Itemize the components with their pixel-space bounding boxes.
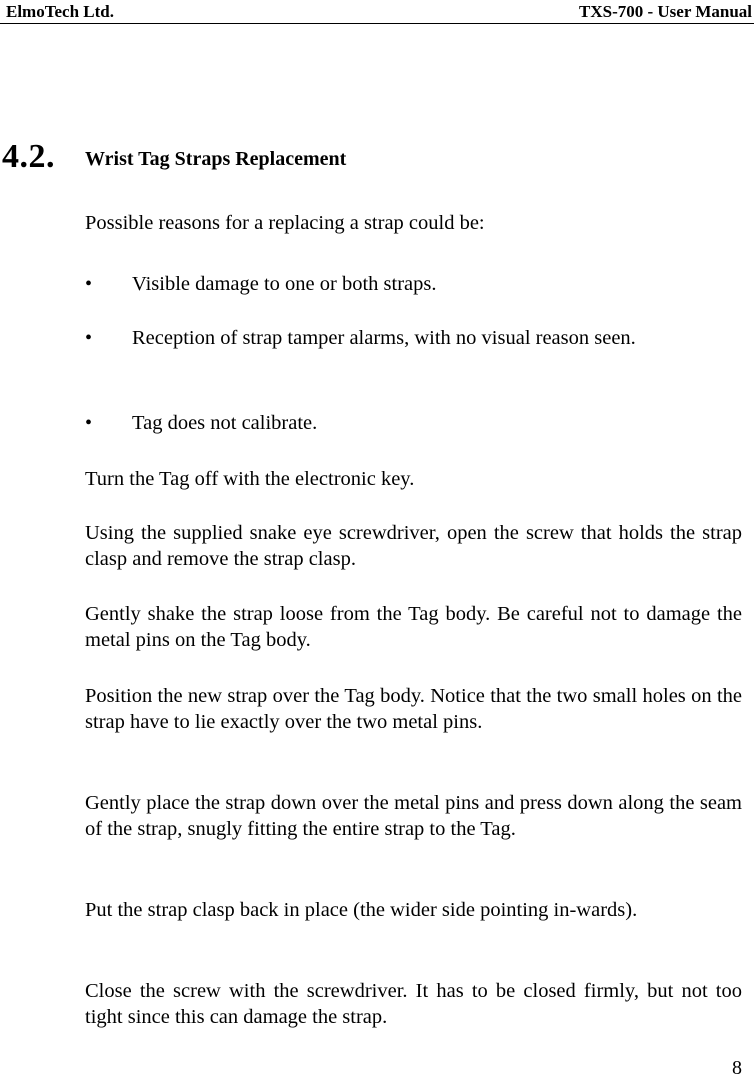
paragraph: Gently shake the strap loose from the Tag body. Be careful not to damage the metal pins on the Tag body. [85, 603, 742, 651]
bullet-text: Visible damage to one or both straps. [132, 273, 437, 295]
company-name: ElmoTech Ltd. [6, 2, 115, 21]
section-title: Wrist Tag Straps Replacement [85, 148, 347, 170]
bullet-icon: • [85, 273, 93, 295]
paragraph: Gently place the strap down over the metal pins and press down along the seam of the strap, snugly fitting the entire strap to the Tag. [85, 792, 742, 840]
paragraph: Turn the Tag off with the electronic key. [85, 468, 415, 490]
paragraph: Close the screw with the screwdriver. It has to be closed firmly, but not too tight since this can damage the strap. [85, 980, 742, 1028]
paragraph: Using the supplied snake eye screwdriver, open the screw that holds the strap clasp and remove the strap clasp. [85, 522, 742, 570]
bullet-text: Reception of strap tamper alarms, with no visual reason seen. [132, 327, 636, 349]
intro-paragraph: Possible reasons for a replacing a strap could be: [85, 212, 485, 234]
paragraph: Put the strap clasp back in place (the wider side pointing in-wards). [85, 899, 638, 921]
page-header [0, 0, 754, 24]
section-number: 4.2. [2, 138, 55, 175]
bullet-icon: • [85, 327, 93, 349]
manual-title: TXS-700 - User Manual [579, 2, 752, 21]
paragraph: Position the new strap over the Tag body. Notice that the two small holes on the strap have to lie exactly over the two metal pins. [85, 685, 742, 733]
bullet-text: Tag does not calibrate. [132, 412, 318, 434]
bullet-icon: • [85, 412, 93, 434]
page-number: 8 [732, 1057, 742, 1079]
